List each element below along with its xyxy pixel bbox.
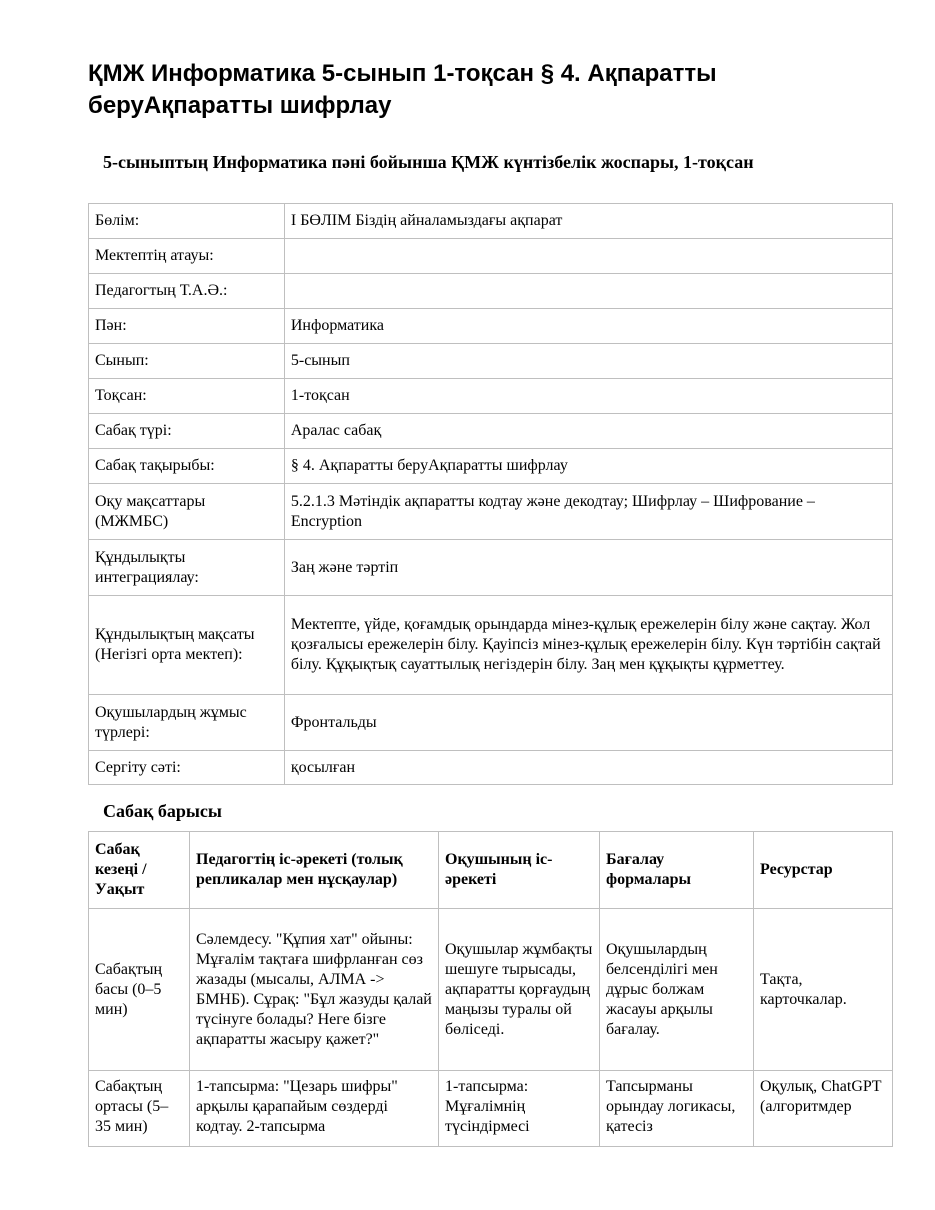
flow-row <box>89 1071 893 1147</box>
info-value: 5-сынып <box>284 344 892 379</box>
info-label: Оқушылардың жұмыс түрлері: <box>89 695 285 751</box>
student-activity-cell: Оқушылар жұмбақты шешуге тырысады, ақпаратты қорғаудың маңызы туралы ой бөліседі. <box>439 909 600 1071</box>
lesson-flow-table <box>88 831 893 1147</box>
info-value: § 4. Ақпаратты беруАқпаратты шифрлау <box>284 449 892 484</box>
info-value <box>284 239 892 274</box>
info-row <box>89 344 893 379</box>
info-label: Тоқсан: <box>89 379 285 414</box>
info-label: Педагогтың Т.А.Ә.: <box>89 274 285 309</box>
flow-header-row <box>89 832 893 909</box>
plan-heading: 5-сыныптың Информатика пәні бойынша ҚМЖ күнтізбелік жоспары, 1-тоқсан <box>103 152 754 172</box>
info-label: Сабақ түрі: <box>89 414 285 449</box>
info-row <box>89 484 893 540</box>
info-value <box>284 274 892 309</box>
lesson-flow-heading: Сабақ барысы <box>103 801 222 821</box>
info-value: Мектепте, үйде, қоғамдық орындарда мінез-құлық ережелерін білу және сақтау. Жол қозғалысы ережелерін білу. Қауіпсіз мінез-құлық ережелерін білу. Күн тәртібін сақтай білу. Құқықтық сауаттылық негіздерін білу. Заң мен құқықты құрметтеу. <box>284 596 892 695</box>
info-row <box>89 379 893 414</box>
student-activity-cell: 1-тапсырма: Мұғалімнің түсіндірмесі <box>439 1071 600 1147</box>
info-value: Аралас сабақ <box>284 414 892 449</box>
info-label: Мектептің атауы: <box>89 239 285 274</box>
info-row <box>89 204 893 239</box>
col-header-resources: Ресурстар <box>754 832 893 909</box>
info-row <box>89 449 893 484</box>
info-value: I БӨЛІМ Біздің айналамыздағы ақпарат <box>284 204 892 239</box>
info-row <box>89 540 893 596</box>
info-label: Оқу мақсаттары (МЖМБС) <box>89 484 285 540</box>
info-label: Пән: <box>89 309 285 344</box>
col-header-student: Оқушының іс-әрекеті <box>439 832 600 909</box>
info-label: Сабақ тақырыбы: <box>89 449 285 484</box>
col-header-assessment: Бағалау формалары <box>600 832 754 909</box>
info-value: қосылған <box>284 751 892 785</box>
info-value: 1-тоқсан <box>284 379 892 414</box>
stage-cell: Сабақтың басы (0–5 мин) <box>89 909 190 1071</box>
info-value: Заң және тәртіп <box>284 540 892 596</box>
info-value: 5.2.1.3 Мәтіндік ақпаратты кодтау және декодтау; Шифрлау – Шифрование – Encryption <box>284 484 892 540</box>
info-label: Сергіту сәті: <box>89 751 285 785</box>
stage-cell: Сабақтың ортасы (5–35 мин) <box>89 1071 190 1147</box>
info-row <box>89 239 893 274</box>
info-row <box>89 274 893 309</box>
info-label: Сынып: <box>89 344 285 379</box>
resources-cell: Оқулық, ChatGPT (алгоритмдер <box>754 1071 893 1147</box>
info-row <box>89 309 893 344</box>
assessment-cell: Тапсырманы орындау логикасы, қатесіз <box>600 1071 754 1147</box>
col-header-teacher: Педагогтің іс-әрекеті (толық репликалар мен нұсқаулар) <box>190 832 439 909</box>
flow-row <box>89 909 893 1071</box>
page-title: ҚМЖ Информатика 5-сынып 1-тоқсан § 4. Ақпаратты беруАқпаратты шифрлау <box>88 60 717 119</box>
teacher-activity-cell: Сәлемдесу. "Құпия хат" ойыны: Мұғалім тақтаға шифрланған сөз жазады (мысалы, АЛМА -> БМНБ). Сұрақ: "Бұл жазуды қалай түсінуге болады? Неге бізге ақпаратты жасыру қажет?" <box>190 909 439 1071</box>
info-value: Информатика <box>284 309 892 344</box>
info-label: Құндылықты интеграциялау: <box>89 540 285 596</box>
info-row <box>89 751 893 785</box>
info-row <box>89 695 893 751</box>
info-label: Бөлім: <box>89 204 285 239</box>
resources-cell: Тақта, карточкалар. <box>754 909 893 1071</box>
info-row <box>89 596 893 695</box>
info-value: Фронтальды <box>284 695 892 751</box>
teacher-activity-cell: 1-тапсырма: "Цезарь шифры" арқылы қарапайым сөздерді кодтау. 2-тапсырма <box>190 1071 439 1147</box>
info-row <box>89 414 893 449</box>
col-header-stage: Сабақ кезеңі / Уақыт <box>89 832 190 909</box>
info-label: Құндылықтың мақсаты (Негізгі орта мектеп): <box>89 596 285 695</box>
lesson-info-table <box>88 203 893 785</box>
assessment-cell: Оқушылардың белсенділігі мен дұрыс болжам жасауы арқылы бағалау. <box>600 909 754 1071</box>
